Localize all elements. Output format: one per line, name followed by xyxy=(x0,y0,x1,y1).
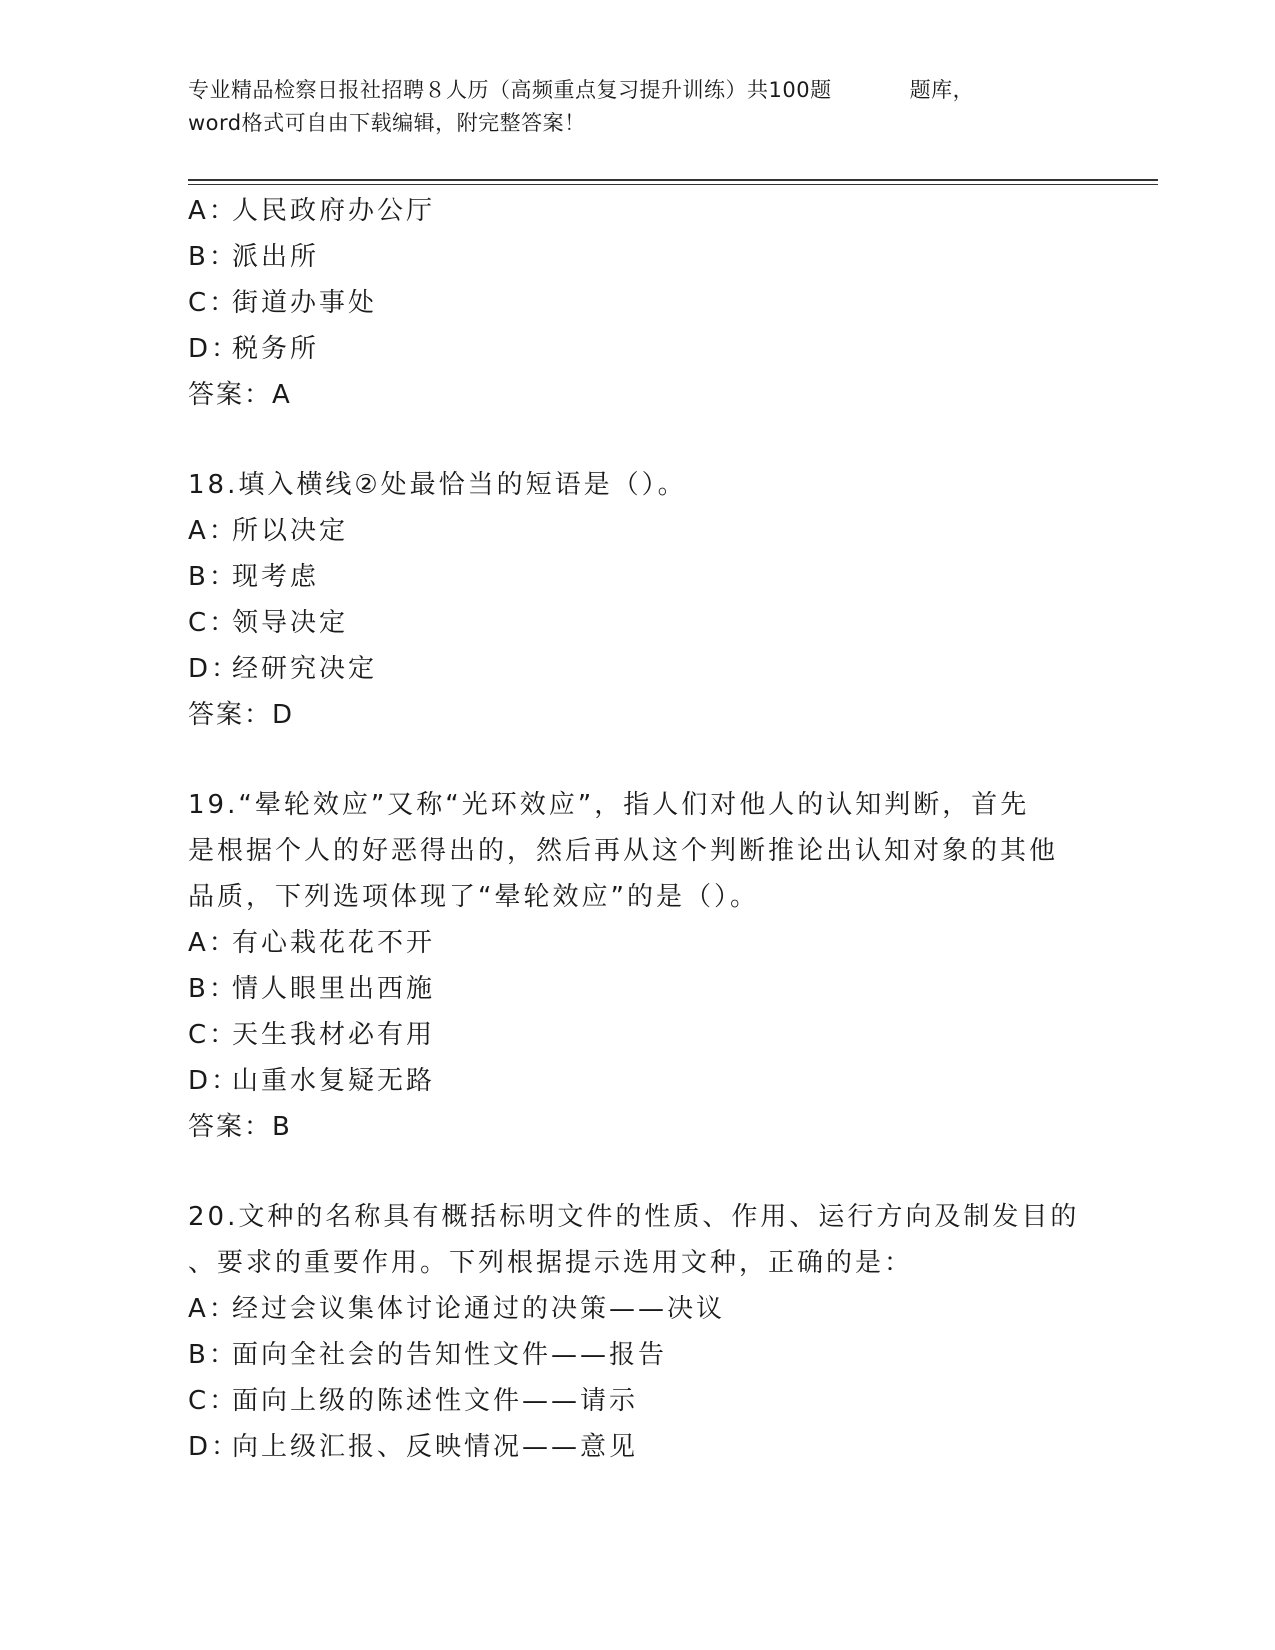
header-rule-thick xyxy=(188,179,1158,181)
question-text: 19.“晕轮效应”又称“光环效应”，指人们对他人的认知判断，首先 xyxy=(188,790,1030,820)
option-c: C：街道办事处 xyxy=(188,288,378,318)
header-rule-thin xyxy=(188,184,1158,185)
option-c: C：领导决定 xyxy=(188,608,349,638)
header-line-1 xyxy=(188,74,1088,107)
question-text: 、要求的重要作用。下列根据提示选用文种，正确的是： xyxy=(188,1248,914,1278)
option-b: B：派出所 xyxy=(188,242,320,272)
header-title-suffix: 题库， xyxy=(909,78,975,102)
answer-line: 答案：A xyxy=(188,380,292,410)
question-block xyxy=(188,462,1088,738)
option-a: A：有心栽花花不开 xyxy=(188,928,436,958)
question-text: 18.填入横线②处最恰当的短语是（）。 xyxy=(188,470,687,500)
option-d: D：税务所 xyxy=(188,334,320,364)
option-d: D：向上级汇报、反映情况——意见 xyxy=(188,1432,639,1462)
option-d: D：山重水复疑无路 xyxy=(188,1066,436,1096)
question-text: 20.文种的名称具有概括标明文件的性质、作用、运行方向及制发目的 xyxy=(188,1202,1080,1232)
option-d: D：经研究决定 xyxy=(188,654,378,684)
option-c: C：天生我材必有用 xyxy=(188,1020,436,1050)
header-title: 专业精品检察日报社招聘８人历（高频重点复习提升训练）共100题 xyxy=(188,78,832,102)
page-header xyxy=(188,74,1088,140)
question-block xyxy=(188,782,1088,1150)
option-b: B：面向全社会的告知性文件——报告 xyxy=(188,1340,668,1370)
option-a: A：人民政府办公厅 xyxy=(188,196,436,226)
option-b: B：情人眼里出西施 xyxy=(188,974,436,1004)
question-block xyxy=(188,1194,1088,1470)
question-text: 品质，下列选项体现了“晕轮效应”的是（）。 xyxy=(188,882,759,912)
document-body xyxy=(188,188,1088,1470)
header-line-2: word格式可自由下载编辑，附完整答案！ xyxy=(188,111,586,135)
answer-line: 答案：D xyxy=(188,700,295,730)
question-text: 是根据个人的好恶得出的，然后再从这个判断推论出认知对象的其他 xyxy=(188,836,1059,866)
option-c: C：面向上级的陈述性文件——请示 xyxy=(188,1386,639,1416)
option-b: B：现考虑 xyxy=(188,562,320,592)
option-a: A：所以决定 xyxy=(188,516,349,546)
question-block xyxy=(188,188,1088,418)
answer-line: 答案：B xyxy=(188,1112,292,1142)
option-a: A：经过会议集体讨论通过的决策——决议 xyxy=(188,1294,726,1324)
